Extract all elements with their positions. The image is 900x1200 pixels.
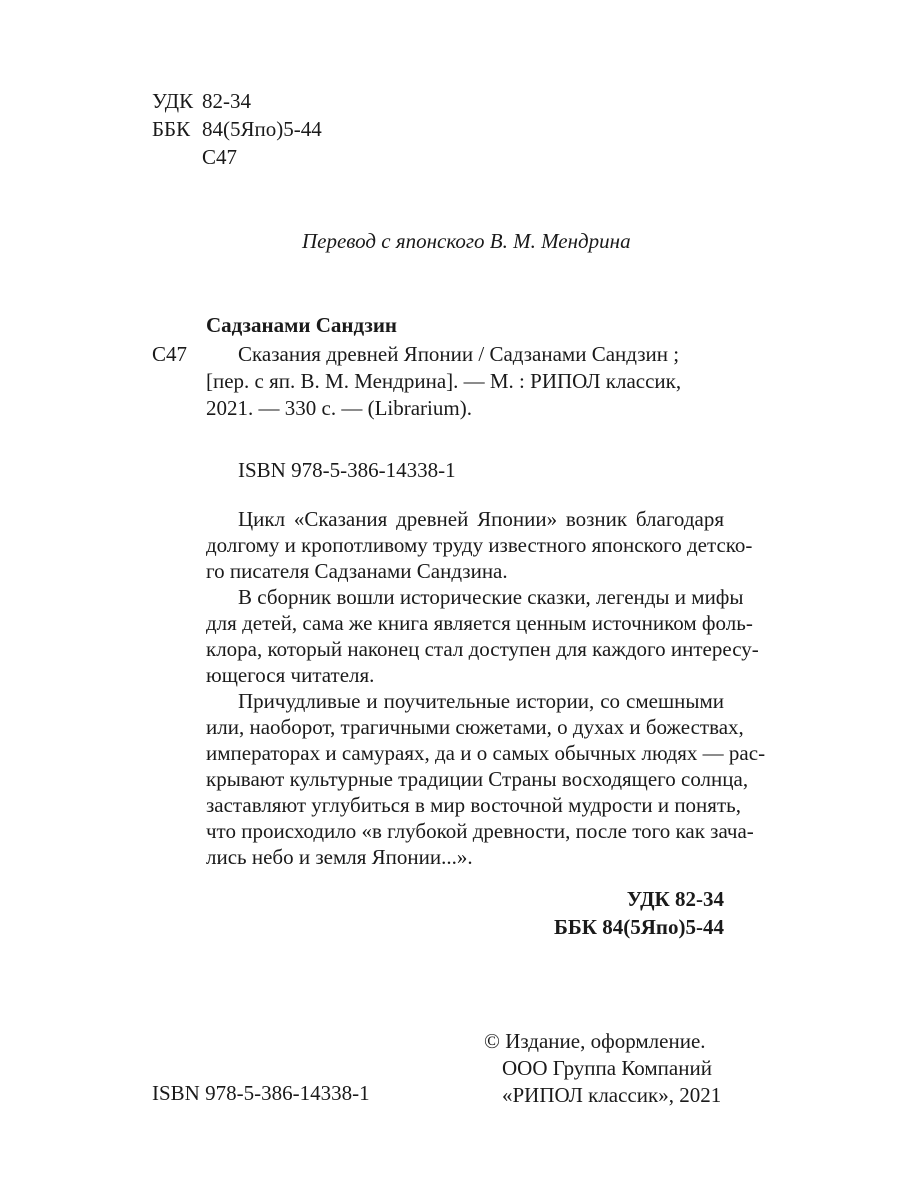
bbk-bold: ББК 84(5Япо)5-44 (554, 915, 724, 939)
udk-label: УДК (152, 89, 194, 113)
annotation-line: В сборник вошли исторические сказки, легенды и мифы (238, 585, 744, 609)
author-index-code: С47 (152, 342, 188, 366)
annotation-line: го писателя Садзанами Сандзина. (206, 559, 508, 583)
annotation-line: ющегося читателя. (206, 663, 375, 687)
annotation-line: Причудливые и поучительные истории, со смешными (238, 689, 724, 713)
annotation-line: для детей, сама же книга является ценным источником фоль- (206, 611, 753, 635)
copyright-line: © Издание, оформление. (484, 1029, 706, 1053)
copyright-notice (484, 1028, 721, 1109)
bibliographic-description (206, 341, 724, 422)
copyright-line: «РИПОЛ классик», 2021 (502, 1083, 722, 1107)
annotation-line: лись небо и земля Японии...». (206, 845, 473, 869)
bbk-value: 84(5Япо)5-44 (202, 117, 322, 141)
translator-credit: Перевод с японского В. М. Мендрина (302, 229, 631, 253)
bib-line: [пер. с яп. В. М. Мендрина]. — М. : РИПОЛ классик, (206, 369, 682, 393)
annotation (206, 506, 766, 870)
bbk-row (152, 116, 322, 143)
author-name: Садзанами Сандзин (206, 313, 398, 337)
author-sign-value: С47 (202, 145, 238, 169)
isbn-main: ISBN 978-5-386-14338-1 (238, 458, 456, 482)
annotation-line: клора, который наконец стал доступен для каждого интересу- (206, 637, 759, 661)
annotation-line: крывают культурные традиции Страны восходящего солнца, (206, 767, 749, 791)
annotation-line: Цикл «Сказания древней Японии» возник благодаря (238, 507, 724, 531)
annotation-line: или, наоборот, трагичными сюжетами, о духах и божествах, (206, 715, 744, 739)
isbn-bottom: ISBN 978-5-386-14338-1 (152, 1081, 370, 1105)
udk-row (152, 88, 251, 115)
annotation-line: что происходило «в глубокой древности, после того как зача- (206, 819, 754, 843)
annotation-line: императорах и самураях, да и о самых обычных людях — рас- (206, 741, 766, 765)
bbk-label: ББК (152, 117, 191, 141)
udk-bold: УДК 82-34 (626, 887, 724, 911)
bib-line: 2021. — 330 с. — (Librarium). (206, 396, 472, 420)
annotation-line: заставляют углубиться в мир восточной мудрости и понять, (206, 793, 741, 817)
annotation-line: долгому и кропотливому труду известного японского детско- (206, 533, 753, 557)
udk-value: 82-34 (202, 89, 251, 113)
bib-line: Сказания древней Японии / Садзанами Сандзин ; (238, 342, 680, 366)
author-sign-row (152, 144, 237, 171)
copyright-line: ООО Группа Компаний (502, 1056, 712, 1080)
